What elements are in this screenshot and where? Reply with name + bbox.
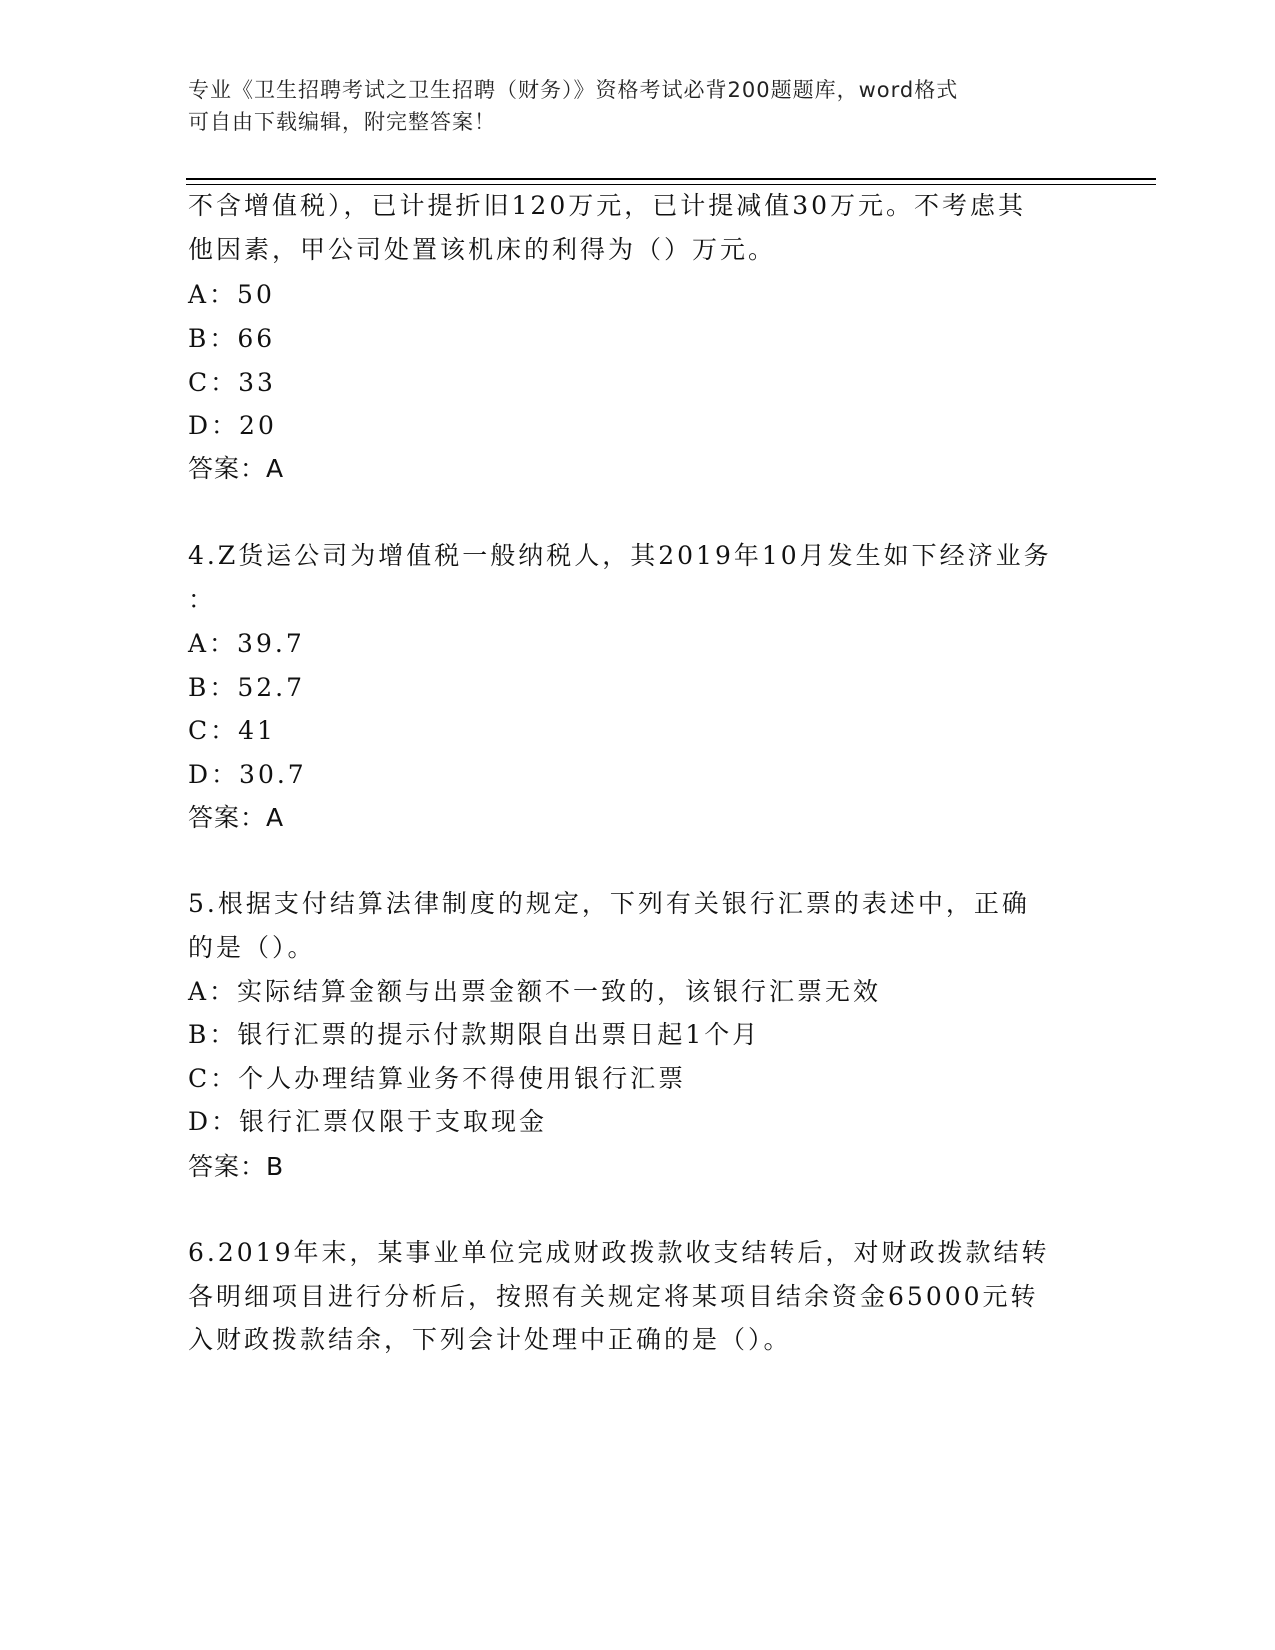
- q5-text-line-2: 的是（）。: [188, 933, 316, 962]
- document-header: [188, 74, 1088, 138]
- header-rule-thick: [186, 178, 1156, 180]
- header-rule-thin: [186, 184, 1156, 185]
- q5-option-c: C：个人办理结算业务不得使用银行汇票: [188, 1064, 687, 1093]
- q4-text-line-2: ：: [188, 585, 217, 614]
- q4-option-c: C：41: [188, 716, 276, 745]
- q3-answer: 答案：A: [188, 454, 285, 483]
- q3-option-a: A：50: [188, 280, 275, 309]
- q3-option-b: B：66: [188, 324, 276, 353]
- q4-text-line-1: 4.Z货运公司为增值税一般纳税人，其2019年10月发生如下经济业务: [188, 541, 1052, 570]
- q4-option-a: A：39.7: [188, 629, 305, 658]
- q3-text-line-2: 他因素，甲公司处置该机床的利得为（）万元。: [188, 235, 777, 264]
- q5-option-d: D：银行汇票仅限于支取现金: [188, 1107, 548, 1136]
- q5-text-line-1: 5.根据支付结算法律制度的规定，下列有关银行汇票的表述中，正确: [188, 889, 1030, 918]
- q6-text-line-3: 入财政拨款结余，下列会计处理中正确的是（）。: [188, 1325, 792, 1354]
- q6-text-line-2: 各明细项目进行分析后，按照有关规定将某项目结余资金65000元转: [188, 1282, 1039, 1311]
- q3-text-line-1: 不含增值税），已计提折旧120万元，已计提减值30万元。不考虑其: [188, 191, 1027, 220]
- q4-answer: 答案：A: [188, 803, 285, 832]
- q5-option-a: A：实际结算金额与出票金额不一致的，该银行汇票无效: [188, 977, 882, 1006]
- q4-option-b: B：52.7: [188, 673, 306, 702]
- q6-text-line-1: 6.2019年末，某事业单位完成财政拨款收支结转后，对财政拨款结转: [188, 1238, 1050, 1267]
- q4-option-d: D：30.7: [188, 760, 307, 789]
- header-line-1: 专业《卫生招聘考试之卫生招聘（财务）》资格考试必背200题题库，word格式: [188, 78, 959, 102]
- q5-option-b: B：银行汇票的提示付款期限自出票日起1个月: [188, 1020, 761, 1049]
- q3-option-c: C：33: [188, 368, 276, 397]
- q3-option-d: D：20: [188, 411, 277, 440]
- q5-answer: 答案：B: [188, 1152, 285, 1181]
- header-line-2: 可自由下载编辑，附完整答案！: [188, 110, 496, 134]
